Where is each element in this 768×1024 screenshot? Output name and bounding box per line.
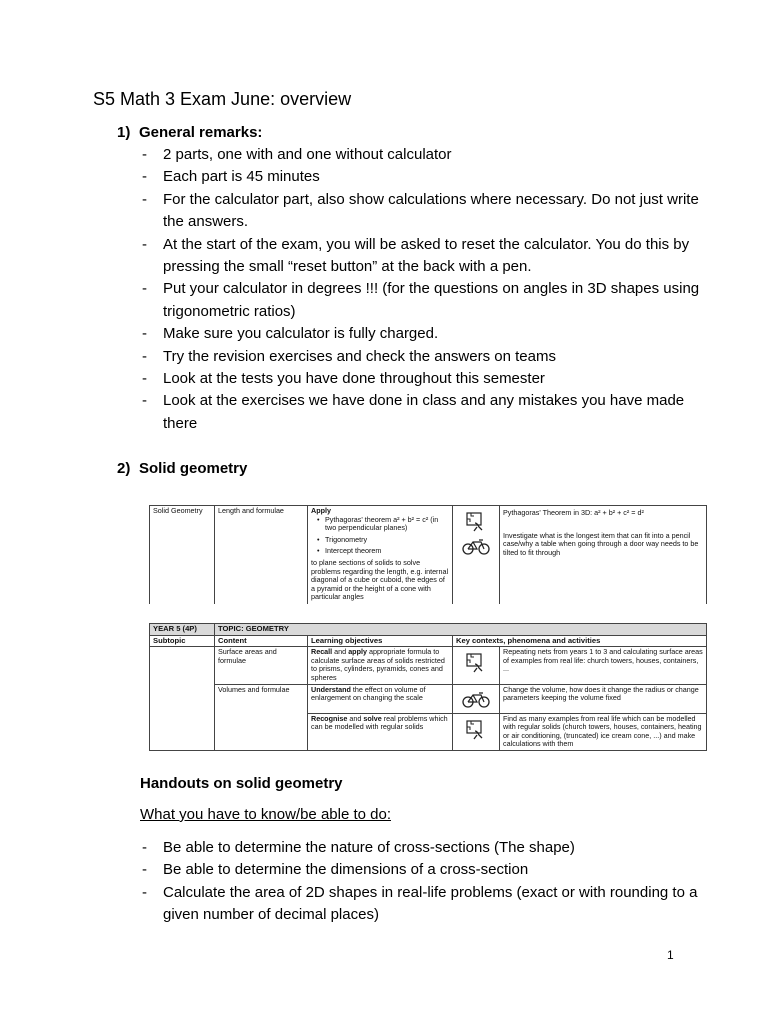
list-item: - Look at the tests you have done throughout this semester — [140, 368, 700, 390]
section2-number: 2) — [117, 460, 131, 477]
list-item: - Calculate the area of 2D shapes in real-life problems (exact or with rounding to a given number of decimal places) — [140, 882, 700, 927]
year-cell: YEAR 5 (4P) — [150, 624, 215, 636]
contexts-cell: Change the volume, how does it change the radius or change parameters keeping the volume fixed — [500, 684, 707, 713]
list-item: - For the calculator part, also show calculations where necessary. Do not just write the answers. — [140, 189, 700, 234]
verb: apply — [348, 647, 367, 657]
handouts-subheading: What you have to know/be able to do: — [140, 806, 391, 823]
objectives-cell — [308, 506, 453, 605]
icon-cell — [453, 684, 500, 713]
puzzle-hand-icon — [465, 719, 487, 741]
list-item: - Each part is 45 minutes — [140, 166, 700, 188]
section1-number: 1) — [117, 124, 131, 141]
list-item: - Put your calculator in degrees !!! (for the questions on angles in 3D shapes using trigonometric ratios) — [140, 278, 700, 323]
objectives-tail: to plane sections of solids to solve problems regarding the length, e.g. internal diagonal of a cube or cuboid, the edges of a pyramid or the height of a cone with particular angles — [311, 557, 449, 602]
list-item: • Trigonometry — [319, 536, 449, 545]
subtopic-empty-cell — [150, 647, 215, 751]
section2-title: Solid geometry — [139, 460, 248, 477]
page-title: S5 Math 3 Exam June: overview — [93, 89, 352, 109]
section2-heading — [117, 460, 247, 477]
content-cell: Surface areas and formulae — [215, 647, 308, 684]
list-item: - Make sure you calculator is fully charged. — [140, 323, 700, 345]
list-item: - Be able to determine the dimensions of a cross-section — [140, 859, 700, 881]
contexts-cell — [500, 506, 707, 605]
section1-heading — [117, 124, 262, 141]
text: appropriate formula to calculate surface areas of solids restricted to prisms, cylinders, pyramids, cones and spheres — [311, 647, 445, 682]
list-item: - 2 parts, one with and one without calculator — [140, 144, 700, 166]
verb: solve — [363, 713, 382, 723]
contexts-cell: Find as many examples from real life which can be modelled with regular solids (church towers, houses, containers, heating or air conditioning, (truncated) ice cream cone, ...) and make calculations with them — [500, 713, 707, 750]
curriculum-table-excerpt — [149, 505, 707, 604]
content-cell: Length and formulae — [215, 506, 308, 605]
header-contexts: Key contexts, phenomena and activities — [453, 635, 707, 647]
list-item: - Look at the exercises we have done in class and any mistakes you have made there — [140, 390, 700, 435]
header-content: Content — [215, 635, 308, 647]
objectives-cell — [308, 647, 453, 684]
table-row — [150, 647, 707, 684]
subtopic-cell: Solid Geometry — [150, 506, 215, 605]
page-number: 1 — [667, 948, 674, 962]
header-objectives: Learning objectives — [308, 635, 453, 647]
contexts-cell: Repeating nets from years 1 to 3 and calculating surface areas of examples from real life: church towers, houses, containers, ... — [500, 647, 707, 684]
list-item: • Pythagoras' theorem a² + b² = c² (in two perpendicular planes) — [319, 516, 449, 533]
puzzle-hand-icon — [465, 652, 487, 674]
text: and — [332, 647, 349, 657]
general-remarks-list — [140, 144, 700, 435]
objectives-bullets — [311, 516, 449, 556]
header-subtopic: Subtopic — [150, 635, 215, 647]
handouts-heading: Handouts on solid geometry — [140, 775, 343, 792]
context-pythagoras: Pythagoras' Theorem in 3D: a² + b² + c² = d² — [503, 508, 644, 517]
topic-cell: TOPIC: GEOMETRY — [215, 624, 707, 636]
bicycle-icon — [462, 537, 490, 555]
apply-label: Apply — [311, 506, 331, 515]
list-item: • Intercept theorem — [319, 547, 449, 556]
handouts-list — [140, 837, 700, 927]
list-item: - Try the revision exercises and check the answers on teams — [140, 346, 700, 368]
section1-title: General remarks: — [139, 124, 263, 141]
icon-cell — [453, 647, 500, 684]
verb: Recognise — [311, 713, 348, 723]
bicycle-icon — [462, 690, 490, 708]
text: and — [347, 713, 364, 723]
verb: Recall — [311, 647, 333, 657]
objectives-cell — [308, 684, 453, 713]
text: real problems which can be modelled with regular solids — [311, 713, 448, 732]
table-row — [150, 684, 707, 713]
icon-cell — [453, 713, 500, 750]
verb: Understand — [311, 684, 351, 694]
objectives-cell — [308, 713, 453, 750]
context-investigate: Investigate what is the longest item that can fit into a pencil case/why a table when going through a door way needs to be tilted to fit through — [503, 530, 699, 557]
content-cell: Volumes and formulae — [215, 684, 308, 750]
list-item: - At the start of the exam, you will be asked to reset the calculator. You do this by pressing the small “reset button” at the back with a pen. — [140, 234, 700, 279]
list-item: - Be able to determine the nature of cross-sections (The shape) — [140, 837, 700, 859]
puzzle-hand-icon — [465, 511, 487, 533]
geometry-objectives-table — [149, 623, 707, 751]
icon-cell — [453, 506, 500, 605]
text: the effect on volume of enlargement on changing the scale — [311, 684, 426, 703]
